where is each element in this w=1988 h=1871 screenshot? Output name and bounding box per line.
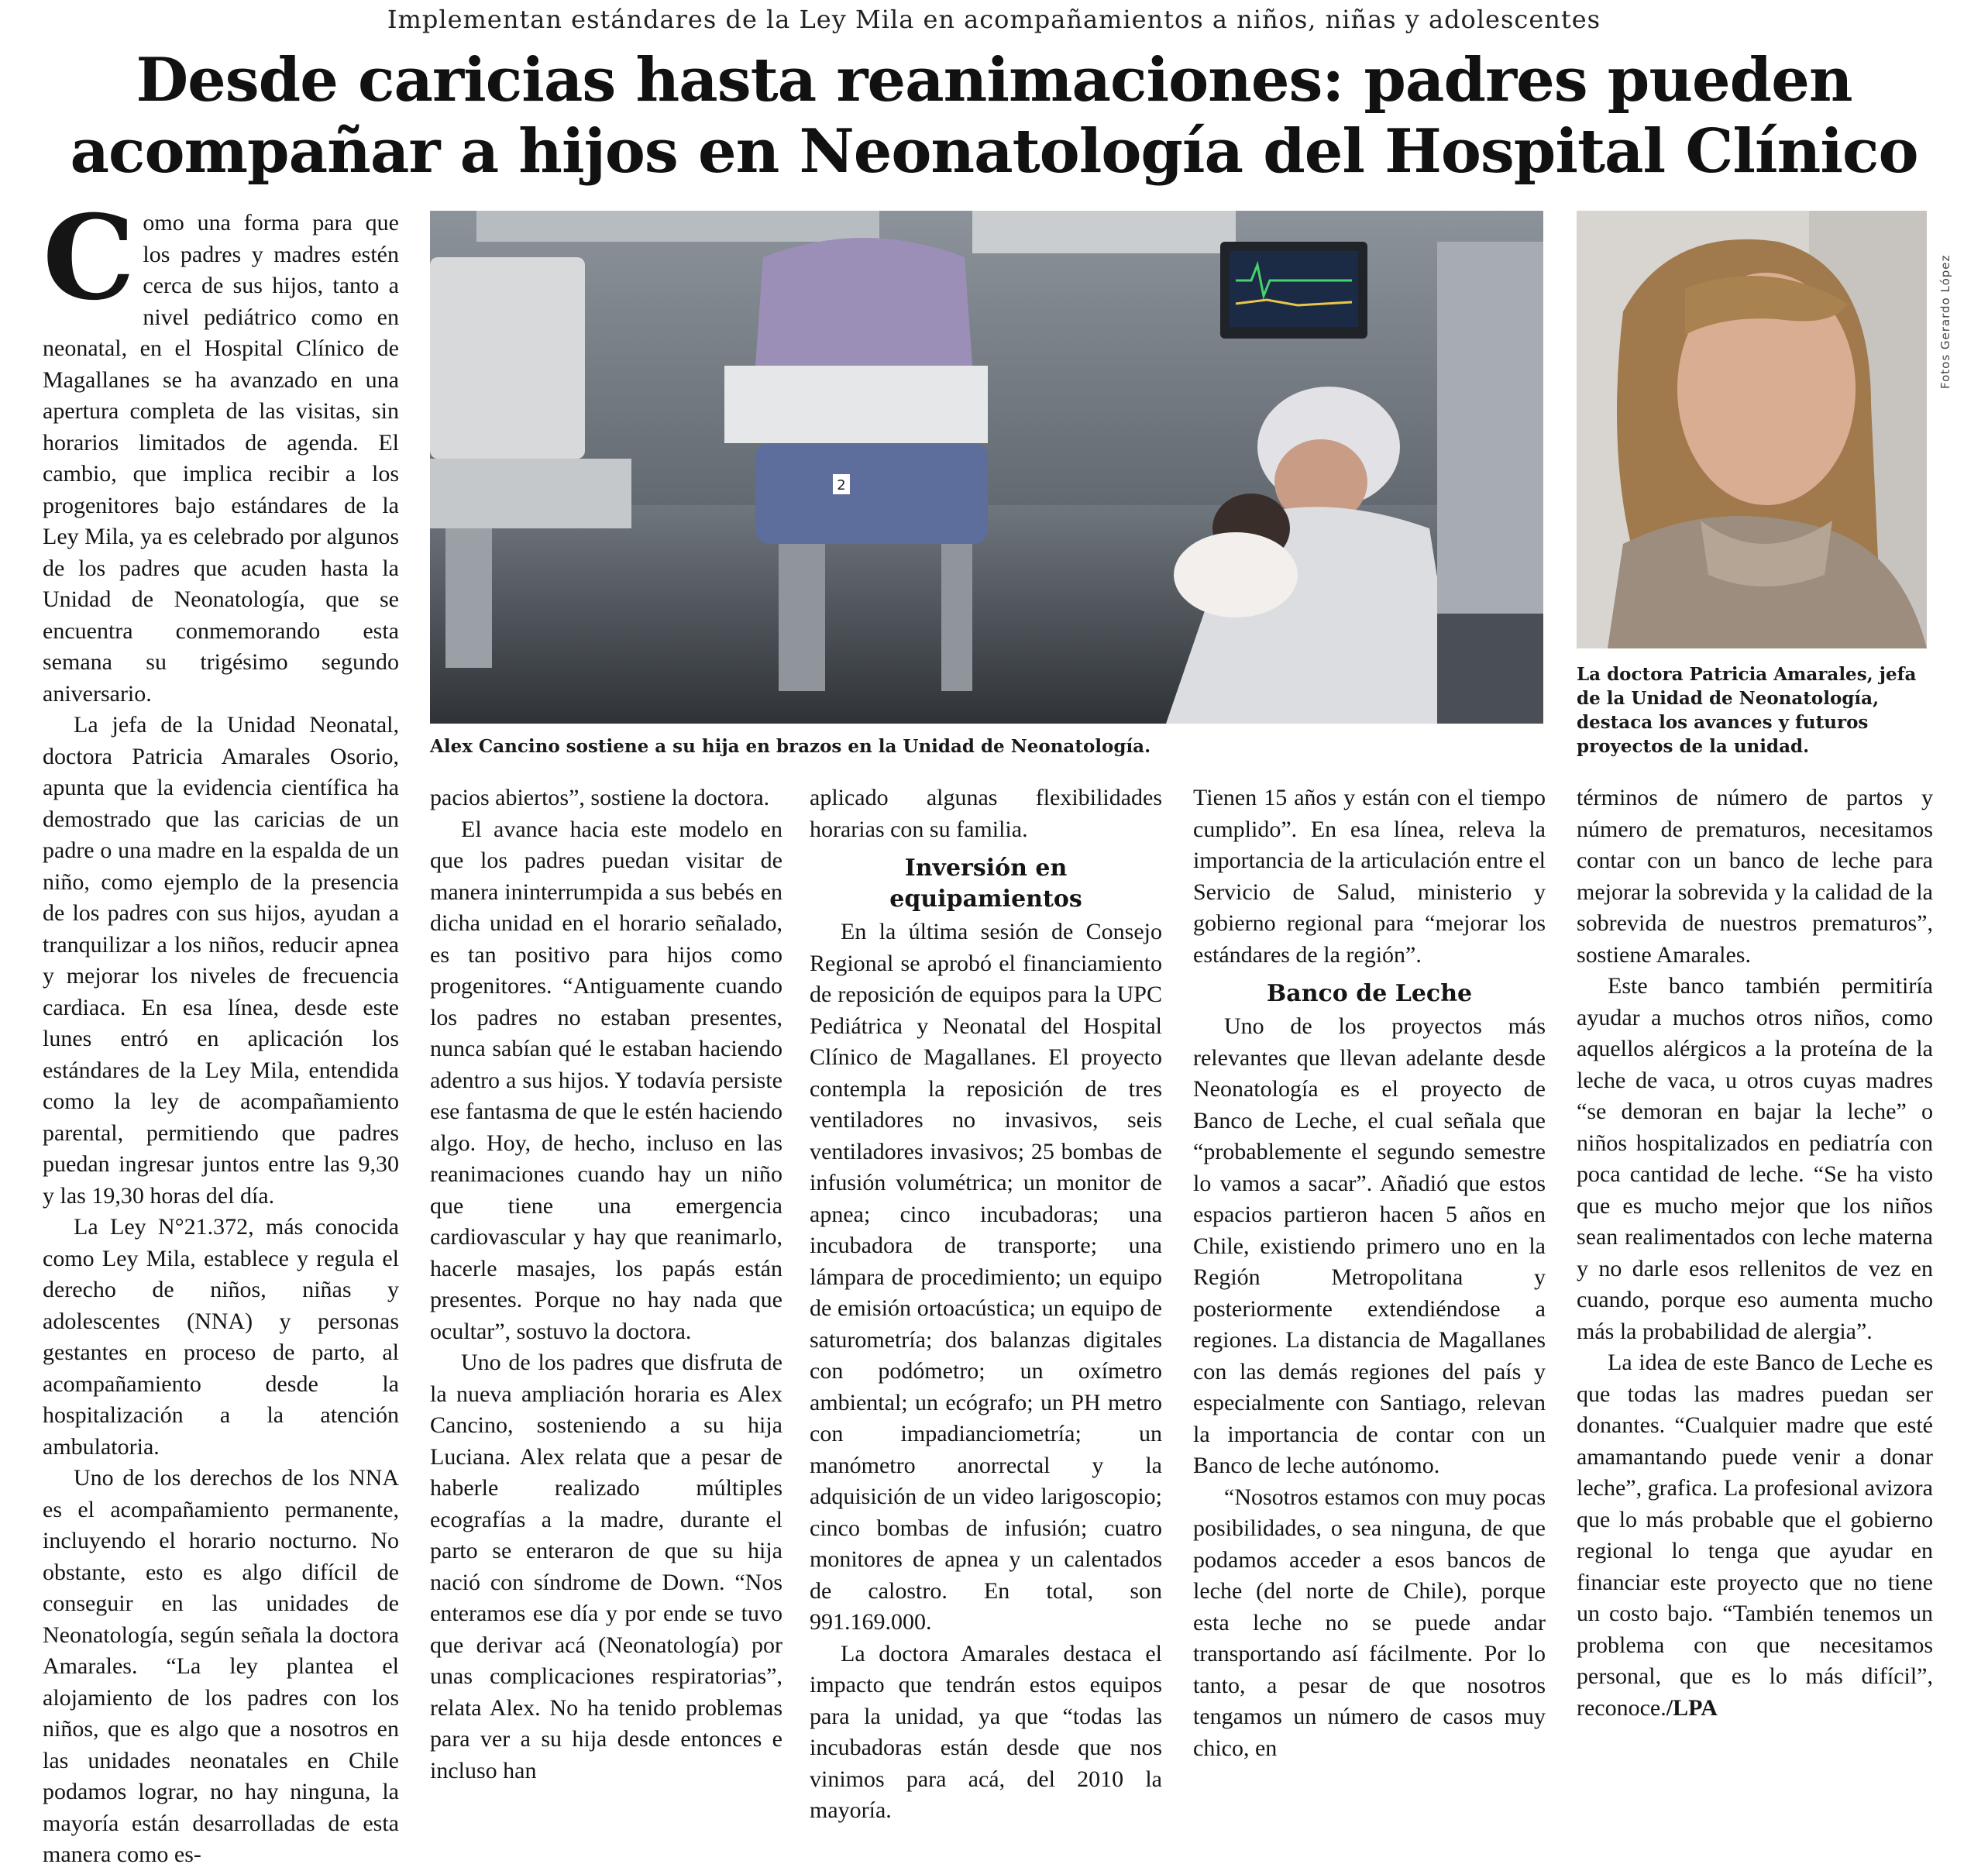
paragraph: Uno de los padres que disfruta de la nueva ampliación horaria es Alex Cancino, sosteniendo a su hija Luciana. Alex relata que a pesar de haberle realizado múltiples ecografías a la madre, durante el parto se enteraron de que su hija nació con síndrome de Down. “Nos enteramos ese día y por ende se tuvo que derivar acá (Neonatología) por unas complicaciones respiratorias”, relata Alex. No ha tenido problemas para ver a su hija desde entonces e incluso han <box>430 1350 782 1783</box>
column-2 <box>430 782 782 1783</box>
paragraph: Tienen 15 años y están con el tiempo cumplido”. En esa línea, releva la importancia de la articulación entre el Servicio de Salud, ministerio y gobierno regional para “mejorar los estándares de la región”. <box>1193 785 1546 968</box>
incubator-number: 2 <box>837 477 846 494</box>
portrait-photo <box>1577 211 1927 648</box>
lead-paragraph: Como una forma para que los padres y madres estén cerca de sus hijos, tanto a nivel pediátrico como en neonatal, en el Hospital Clínico de Magallanes se ha avanzado en una apertura completa de las visitas, sin horarios limitados de agenda. El cambio, que implica recibir a los progenitores bajo estándares de la Ley Mila, ya es celebrado por algunos de los padres que acuden hasta la Unidad de Neonatología, que se encuentra conmemorando esta semana su trigésimo segundo aniversario. <box>43 190 399 707</box>
column-5 <box>1577 782 1933 1726</box>
drop-cap: C <box>43 190 136 326</box>
photo-credit: Fotos Gerardo López <box>1938 254 1952 389</box>
headline-line-2: acompañar a hijos en Neonatología del Hospital Clínico <box>70 116 1918 187</box>
column-1 <box>43 190 399 1867</box>
paragraph: La idea de este Banco de Leche es que todas las madres puedan ser donantes. “Cualquier madre que esté amamantando puede venir a donar leche”, grafica. La profesional avizora que lo más probable que el gobierno regional lo tenga que ayudar en financiar este proyecto que no tiene un costo bajo. “También tenemos un problema con que necesitamos personal, que es lo más difícil”, reconoce./LPA <box>1577 1350 1933 1721</box>
paragraph: La doctora Amarales destaca el impacto que tendrán estos equipos para la unidad, ya que “todas las incubadoras están desde que nos vinimos para acá, del 2010 la mayoría. <box>810 1640 1162 1823</box>
portrait-image <box>1577 211 1927 648</box>
portrait-caption: La doctora Patricia Amarales, jefa de la Unidad de Neonatología, destaca los avances y futuros proyectos de la unidad. <box>1577 664 1917 757</box>
paragraph: “Nosotros estamos con muy pocas posibilidades, o sea ninguna, de que podamos acceder a esos bancos de leche (del norte de Chile), porque esta leche no se puede andar transportando así fácilmente. Por lo tanto, a pesar de que nosotros tengamos un número de casos muy chico, en <box>1193 1484 1546 1761</box>
section-heading: Inversión en equipamientos <box>889 855 1082 913</box>
kicker: Implementan estándares de la Ley Mila en acompañamientos a niños, niñas y adolescentes <box>387 5 1601 34</box>
paragraph: términos de número de partos y número de prematuros, necesitamos contar con un banco de leche para mejorar la sobrevida y la calidad de la sobrevida de nuestros prematuros”, sostiene Amarales. <box>1577 785 1933 968</box>
paragraph: La jefa de la Unidad Neonatal, doctora Patricia Amarales Osorio, apunta que la evidencia científica ha demostrado que las caricias de un padre o una madre en la espalda de un niño, como ejemplo de la presencia de los padres con sus hijos, ayudan a tranquilizar a los niños, reducir apnea y mejorar los niveles de frecuencia cardiaca. En esa línea, desde este lunes entró en aplicación los estándares de la Ley Mila, entendida como la ley de acompañamiento parental, permitiendo que padres puedan ingresar juntos entre las 9,30 y las 19,30 horas del día. <box>43 712 399 1209</box>
main-photo-caption: Alex Cancino sostiene a su hija en brazos en la Unidad de Neonatología. <box>430 736 1151 757</box>
paragraph: aplicado algunas flexibilidades horarias con su familia. <box>810 785 1162 842</box>
paragraph: pacios abiertos”, sostiene la doctora. <box>430 785 770 810</box>
section-heading: Banco de Leche <box>1266 980 1473 1007</box>
paragraph: Uno de los derechos de los NNA es el acompañamiento permanente, incluyendo el horario nocturno. No obstante, esto es algo difícil de conseguir en las unidades de Neonatología, según señala la doctora Amarales. “La ley plantea el alojamiento de los padres con los niños, que es algo que a nosotros en las unidades neonatales en Chile podamos lograr, no hay ninguna, la mayoría están desarrolladas de esta manera como es- <box>43 1465 399 1867</box>
author-signature: /LPA <box>1666 1694 1718 1721</box>
column-3 <box>810 782 1162 1823</box>
paragraph: Este banco también permitiría ayudar a muchos otros niños, como aquellos alérgicos a la proteína de la leche de vaca, u otros cuyas madres “se demoran en bajar la leche” o niños hospitalizados en pediatría con poca cantidad de leche. “Se ha visto que es mucho mejor que los niños sean realimentados con leche materna y no darle esos rellenitos de vez en cuando, porque eso aumenta mucho más la probabilidad de alergia”. <box>1577 973 1933 1344</box>
main-photo <box>430 211 1543 724</box>
paragraph: En la última sesión de Consejo Regional se aprobó el financiamiento de reposición de equipos para la UPC Pediátrica y Neonatal del Hospital Clínico de Magallanes. El proyecto contempla la reposición de tres ventiladores no invasivos, seis ventiladores invasivos; 25 bombas de infusión volumétrica; un monitor de apnea; cinco incubadoras; una incubadora de transporte; una lámpara de procedimiento; un equipo de emisión ortoacústica; un equipo de saturometría; dos balanzas digitales con podómetro; un oxímetro ambiental; un ecógrafo; un PH metro con impadianciometría; un manómetro anorrectal y la adquisición de un video larigoscopio; cinco bombas de infusión; cuatro monitores de apnea y un calentados de calostro. En total, son 991.169.000. <box>810 919 1162 1635</box>
column-4 <box>1193 782 1546 1761</box>
paragraph: Uno de los proyectos más relevantes que llevan adelante desde Neonatología es el proyecto de Banco de Leche, el cual señala que “probablemente el segundo semestre lo vamos a sacar”. Añadió que estos espacios partieron hacen 5 años en Chile, existiendo primero uno en la Región Metropolitana y posteriormente extendiéndose a regiones. La distancia de Magallanes con las demás regiones del país y especialmente con Santiago, relevan la importancia de contar con un Banco de leche autónomo. <box>1193 1013 1546 1478</box>
paragraph: El avance hacia este modelo en que los padres puedan visitar de manera ininterrumpida a sus bebés en dicha unidad en el horario señalado, es tan positivo para hijos como progenitores. “Antiguamente cuando los padres no estaban presentes, nunca sabían qué le estaban haciendo adentro a sus hijos. Y todavía persiste ese fantasma de que le estén haciendo algo. Hoy, de hecho, incluso en las reanimaciones cuando hay un niño que tiene una emergencia cardiovascular y hay que reanimarlo, hacerle masajes, los papás están presentes. Porque no hay nada que ocultar”, sostuvo la doctora. <box>430 816 782 1344</box>
paragraph: La Ley N°21.372, más conocida como Ley Mila, establece y regula el derecho de niños, niñas y adolescentes (NNA) y personas gestantes en proceso de parto, al acompañamiento desde la hospitalización a la atención ambulatoria. <box>43 1214 399 1460</box>
headline <box>0 45 1988 187</box>
neonatal-unit-photo <box>430 211 1543 724</box>
headline-line-1: Desde caricias hasta reanimaciones: padres pueden <box>136 45 1852 115</box>
